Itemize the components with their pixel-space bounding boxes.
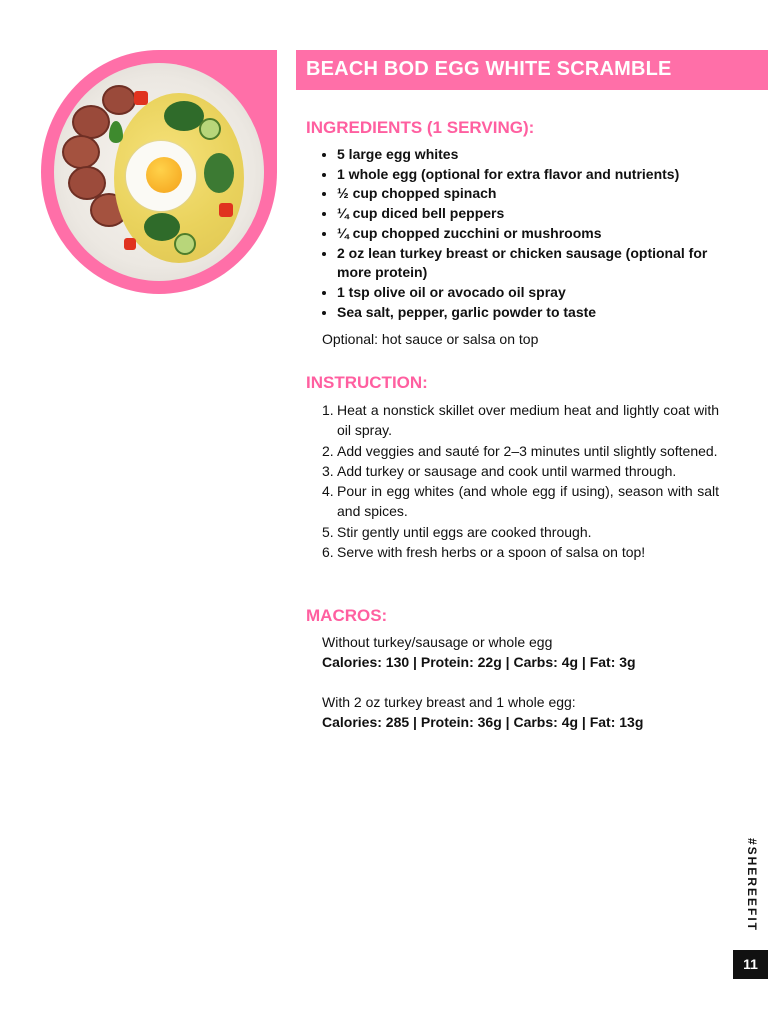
step-text: Add veggies and sauté for 2–3 minutes until slightly softened. — [337, 442, 718, 459]
list-item: • 5 large egg whites — [337, 145, 737, 165]
bell-pepper-icon — [124, 238, 136, 250]
bell-pepper-icon — [219, 203, 233, 217]
instruction-heading: INSTRUCTION: — [306, 373, 428, 392]
list-item: • 1 whole egg (optional for extra flavor and nutrients) — [337, 165, 737, 185]
step-number: 4. — [322, 483, 334, 500]
optional-note: Optional: hot sauce or salsa on top — [322, 331, 539, 347]
step-number: 2. — [322, 442, 334, 459]
basil-leaf-icon — [109, 121, 123, 143]
list-item: • ¼ cup diced bell peppers — [337, 204, 737, 224]
list-item: • ¼ cup chopped zucchini or mushrooms — [337, 224, 737, 244]
step-item — [322, 481, 719, 522]
macros-option1-values: Calories: 130 | Protein: 22g | Carbs: 4g | Fat: 3g — [322, 654, 636, 670]
recipe-photo-frame — [41, 50, 277, 294]
ingredients-list — [322, 145, 737, 322]
step-text: Stir gently until eggs are cooked through. — [337, 523, 592, 540]
instruction-steps — [322, 400, 719, 562]
macros-option2-values: Calories: 285 | Protein: 36g | Carbs: 4g | Fat: 13g — [322, 714, 644, 730]
spinach-icon — [164, 101, 204, 131]
macros-option2-label: With 2 oz turkey breast and 1 whole egg: — [322, 694, 576, 710]
recipe-title: BEACH BOD EGG WHITE SCRAMBLE — [306, 58, 672, 80]
step-item — [322, 461, 719, 481]
step-number: 1. — [322, 402, 334, 418]
list-item: • ½ cup chopped spinach — [337, 184, 737, 204]
page-number: 11 — [733, 950, 768, 979]
zucchini-icon — [199, 118, 221, 140]
egg-scramble-plate-photo — [54, 63, 264, 281]
sausage-slice-icon — [102, 85, 136, 115]
step-text: Heat a nonstick skillet over medium heat and lightly coat with oil spray. — [337, 402, 719, 439]
title-bar — [296, 50, 768, 90]
bell-pepper-icon — [134, 91, 148, 105]
step-text: Pour in egg whites (and whole egg if using), season with salt and spices. — [337, 483, 719, 520]
list-item: • 2 oz lean turkey breast or chicken sausage (optional for more protein) — [337, 244, 737, 283]
step-number: 6. — [322, 544, 334, 561]
spinach-icon — [144, 213, 180, 241]
sausage-slice-icon — [62, 135, 100, 169]
step-item — [322, 441, 719, 461]
brand-hashtag: #SHEREEFIT — [745, 838, 759, 933]
step-item — [322, 400, 719, 441]
zucchini-icon — [174, 233, 196, 255]
step-item — [322, 522, 719, 542]
step-text: Serve with fresh herbs or a spoon of salsa on top! — [337, 544, 646, 561]
step-number: 5. — [322, 523, 334, 540]
ingredients-heading: INGREDIENTS (1 SERVING): — [306, 118, 535, 137]
macros-option1-label: Without turkey/sausage or whole egg — [322, 634, 553, 650]
macros-heading: MACROS: — [306, 606, 388, 625]
list-item: • 1 tsp olive oil or avocado oil spray — [337, 283, 737, 303]
spinach-icon — [204, 153, 234, 193]
fried-egg-yolk-icon — [146, 157, 182, 193]
step-number: 3. — [322, 462, 334, 479]
list-item: • Sea salt, pepper, garlic powder to taste — [337, 303, 737, 323]
step-text: Add turkey or sausage and cook until warmed through. — [337, 462, 677, 479]
step-item — [322, 542, 719, 562]
sausage-slice-icon — [72, 105, 110, 139]
